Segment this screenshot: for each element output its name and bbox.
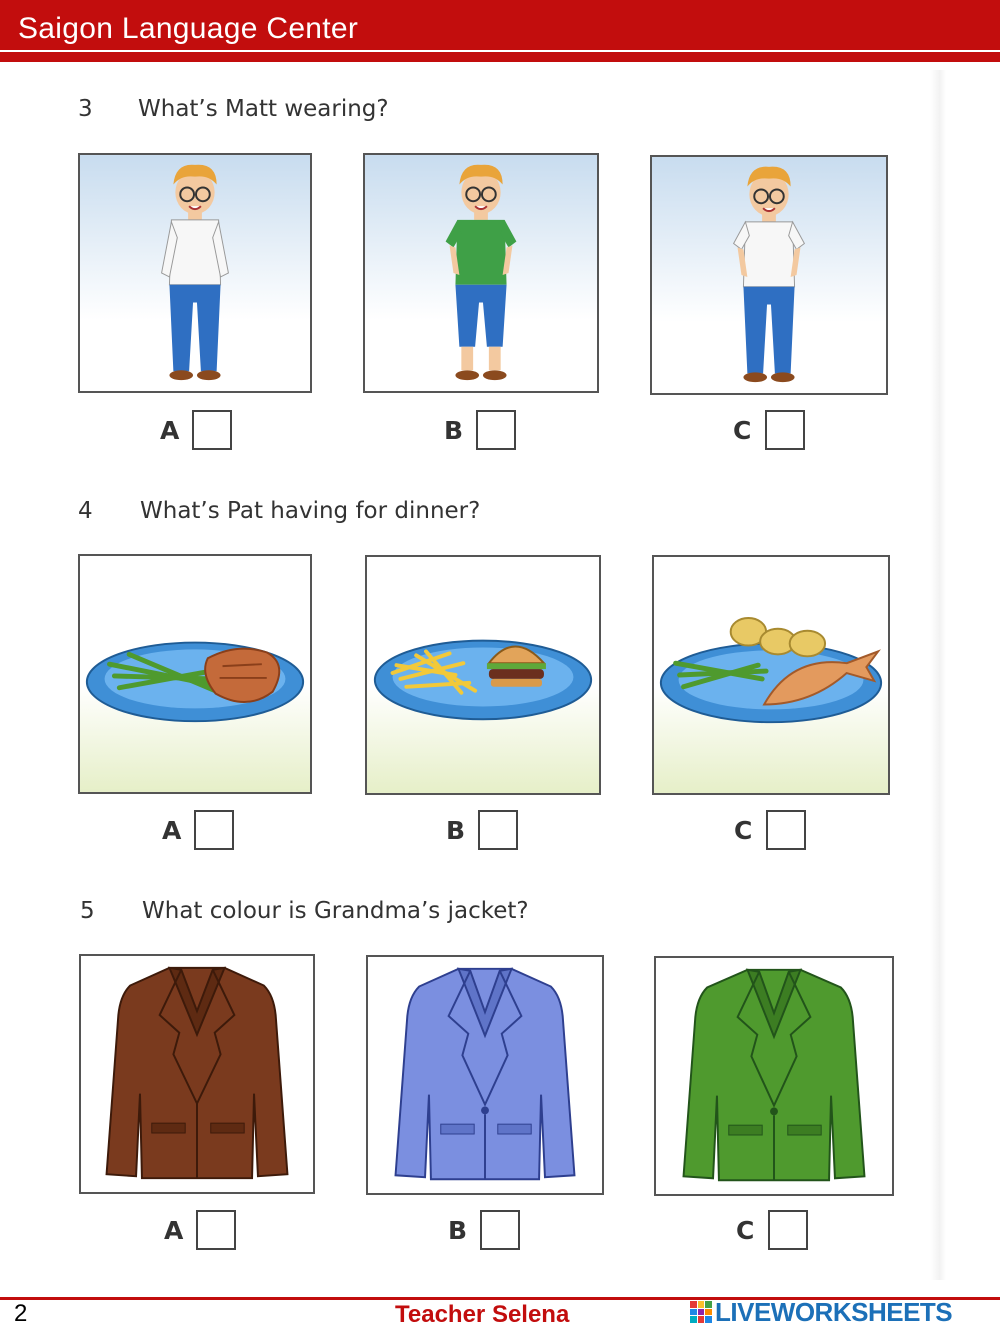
- q3-option-a-checkbox[interactable]: [192, 410, 232, 450]
- option-letter-a: A: [164, 1216, 184, 1245]
- option-letter-b: B: [444, 416, 464, 445]
- header-underline: [0, 56, 1000, 62]
- question-3-number: 3: [78, 96, 93, 122]
- question-5-number: 5: [80, 898, 95, 924]
- picture-boy-white-shirt: [78, 153, 312, 393]
- q5-option-b-checkbox[interactable]: [480, 1210, 520, 1250]
- page-edge-shadow: [930, 70, 946, 1280]
- liveworksheets-brand: LIVEWORKSHEETS: [715, 1296, 953, 1327]
- option-letter-a: A: [162, 816, 182, 845]
- teacher-name: Teacher Selena: [395, 1301, 570, 1328]
- picture-boy-white-tshirt: [650, 155, 888, 395]
- picture-beans-and-steak: [78, 554, 312, 794]
- header-title: Saigon Language Center: [18, 12, 359, 45]
- liveworksheets-grid-icon: [690, 1301, 712, 1323]
- question-5-text: What colour is Grandma’s jacket?: [142, 898, 529, 924]
- option-letter-b: B: [448, 1216, 468, 1245]
- option-letter-c: C: [736, 1216, 755, 1245]
- picture-blue-jacket: [366, 955, 604, 1195]
- option-letter-c: C: [733, 416, 752, 445]
- q4-option-a-checkbox[interactable]: [194, 810, 234, 850]
- question-4-number: 4: [78, 498, 93, 524]
- option-letter-a: A: [160, 416, 180, 445]
- q4-option-c-checkbox[interactable]: [766, 810, 806, 850]
- question-3-text: What’s Matt wearing?: [138, 96, 389, 122]
- q3-option-c-checkbox[interactable]: [765, 410, 805, 450]
- picture-brown-jacket: [79, 954, 315, 1194]
- header-bar: [0, 0, 1000, 56]
- q5-option-a-checkbox[interactable]: [196, 1210, 236, 1250]
- picture-green-jacket: [654, 956, 894, 1196]
- question-4-text: What’s Pat having for dinner?: [140, 498, 481, 524]
- option-letter-c: C: [734, 816, 753, 845]
- picture-beans-potatoes-fish: [652, 555, 890, 795]
- header-divider: [0, 50, 1000, 52]
- picture-chips-and-burger: [365, 555, 601, 795]
- liveworksheets-logo[interactable]: [690, 1296, 952, 1328]
- q4-option-b-checkbox[interactable]: [478, 810, 518, 850]
- page-number: 2: [14, 1300, 28, 1327]
- q5-option-c-checkbox[interactable]: [768, 1210, 808, 1250]
- option-letter-b: B: [446, 816, 466, 845]
- picture-boy-green-tshirt: [363, 153, 599, 393]
- q3-option-b-checkbox[interactable]: [476, 410, 516, 450]
